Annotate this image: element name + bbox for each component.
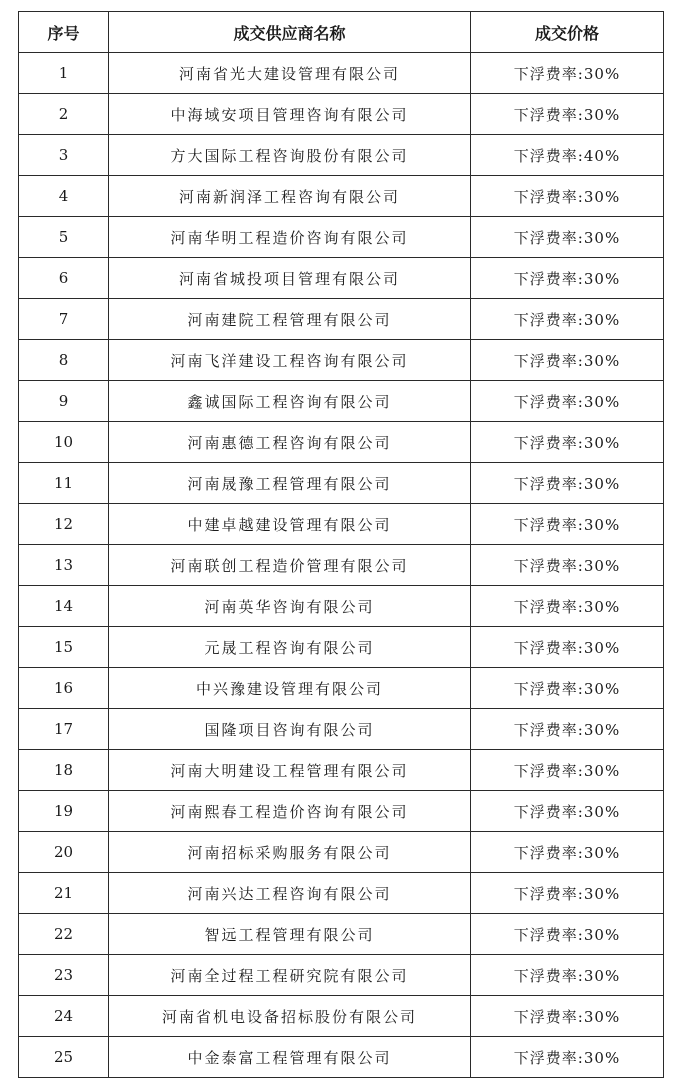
supplier-name-cell: 河南华明工程造价咨询有限公司: [109, 217, 471, 258]
supplier-name-cell: 河南惠德工程咨询有限公司: [109, 422, 471, 463]
supplier-name-cell: 中金泰富工程管理有限公司: [109, 1037, 471, 1078]
row-index-cell: 15: [19, 627, 109, 668]
supplier-name-cell: 河南熙春工程造价咨询有限公司: [109, 791, 471, 832]
supplier-name-cell: 河南新润泽工程咨询有限公司: [109, 176, 471, 217]
price-cell: 下浮费率:30%: [471, 627, 664, 668]
price-cell: 下浮费率:30%: [471, 463, 664, 504]
supplier-name-cell: 河南省机电设备招标股份有限公司: [109, 996, 471, 1037]
supplier-name-cell: 河南省光大建设管理有限公司: [109, 53, 471, 94]
row-index-cell: 10: [19, 422, 109, 463]
row-index-cell: 13: [19, 545, 109, 586]
price-cell: 下浮费率:30%: [471, 955, 664, 996]
supplier-name-cell: 河南建院工程管理有限公司: [109, 299, 471, 340]
supplier-name-cell: 河南大明建设工程管理有限公司: [109, 750, 471, 791]
supplier-name-cell: 河南联创工程造价管理有限公司: [109, 545, 471, 586]
supplier-name-cell: 河南晟豫工程管理有限公司: [109, 463, 471, 504]
price-cell: 下浮费率:30%: [471, 709, 664, 750]
price-cell: 下浮费率:30%: [471, 586, 664, 627]
supplier-name-cell: 河南英华咨询有限公司: [109, 586, 471, 627]
row-index-cell: 4: [19, 176, 109, 217]
price-cell: 下浮费率:30%: [471, 176, 664, 217]
price-cell: 下浮费率:30%: [471, 545, 664, 586]
header-price: 成交价格: [471, 12, 664, 53]
supplier-name-cell: 河南全过程工程研究院有限公司: [109, 955, 471, 996]
row-index-cell: 1: [19, 53, 109, 94]
supplier-name-cell: 河南飞洋建设工程咨询有限公司: [109, 340, 471, 381]
supplier-name-cell: 元晟工程咨询有限公司: [109, 627, 471, 668]
supplier-name-cell: 中兴豫建设管理有限公司: [109, 668, 471, 709]
header-index: 序号: [19, 12, 109, 53]
price-cell: 下浮费率:40%: [471, 135, 664, 176]
table-body: [19, 53, 664, 1078]
price-cell: 下浮费率:30%: [471, 422, 664, 463]
row-index-cell: 23: [19, 955, 109, 996]
row-index-cell: 21: [19, 873, 109, 914]
supplier-name-cell: 国隆项目咨询有限公司: [109, 709, 471, 750]
table-row: [19, 914, 664, 955]
row-index-cell: 9: [19, 381, 109, 422]
table-row: [19, 217, 664, 258]
table-row: [19, 873, 664, 914]
price-cell: 下浮费率:30%: [471, 832, 664, 873]
table-row: [19, 791, 664, 832]
row-index-cell: 20: [19, 832, 109, 873]
supplier-name-cell: 中建卓越建设管理有限公司: [109, 504, 471, 545]
price-cell: 下浮费率:30%: [471, 340, 664, 381]
table-row: [19, 955, 664, 996]
table-row: [19, 709, 664, 750]
supplier-name-cell: 鑫诚国际工程咨询有限公司: [109, 381, 471, 422]
table-row: [19, 94, 664, 135]
table-row: [19, 832, 664, 873]
table-row: [19, 545, 664, 586]
row-index-cell: 14: [19, 586, 109, 627]
price-cell: 下浮费率:30%: [471, 750, 664, 791]
price-cell: 下浮费率:30%: [471, 217, 664, 258]
table-row: [19, 135, 664, 176]
price-cell: 下浮费率:30%: [471, 299, 664, 340]
table-row: [19, 996, 664, 1037]
row-index-cell: 18: [19, 750, 109, 791]
supplier-name-cell: 河南省城投项目管理有限公司: [109, 258, 471, 299]
table-row: [19, 1037, 664, 1078]
row-index-cell: 5: [19, 217, 109, 258]
row-index-cell: 19: [19, 791, 109, 832]
row-index-cell: 22: [19, 914, 109, 955]
row-index-cell: 6: [19, 258, 109, 299]
table-row: [19, 299, 664, 340]
row-index-cell: 2: [19, 94, 109, 135]
supplier-name-cell: 方大国际工程咨询股份有限公司: [109, 135, 471, 176]
row-index-cell: 7: [19, 299, 109, 340]
price-cell: 下浮费率:30%: [471, 996, 664, 1037]
price-cell: 下浮费率:30%: [471, 381, 664, 422]
supplier-name-cell: 中海域安项目管理咨询有限公司: [109, 94, 471, 135]
row-index-cell: 8: [19, 340, 109, 381]
table-row: [19, 381, 664, 422]
price-cell: 下浮费率:30%: [471, 914, 664, 955]
table-row: [19, 627, 664, 668]
price-cell: 下浮费率:30%: [471, 504, 664, 545]
price-cell: 下浮费率:30%: [471, 53, 664, 94]
price-cell: 下浮费率:30%: [471, 873, 664, 914]
table-header-row: [19, 12, 664, 53]
table-row: [19, 668, 664, 709]
table-row: [19, 176, 664, 217]
price-cell: 下浮费率:30%: [471, 258, 664, 299]
row-index-cell: 17: [19, 709, 109, 750]
row-index-cell: 25: [19, 1037, 109, 1078]
table-row: [19, 422, 664, 463]
row-index-cell: 16: [19, 668, 109, 709]
row-index-cell: 3: [19, 135, 109, 176]
row-index-cell: 12: [19, 504, 109, 545]
table-row: [19, 258, 664, 299]
price-cell: 下浮费率:30%: [471, 94, 664, 135]
row-index-cell: 11: [19, 463, 109, 504]
table-row: [19, 586, 664, 627]
table-row: [19, 53, 664, 94]
row-index-cell: 24: [19, 996, 109, 1037]
supplier-table: [18, 11, 664, 1078]
table-row: [19, 750, 664, 791]
supplier-name-cell: 河南招标采购服务有限公司: [109, 832, 471, 873]
supplier-table-container: [18, 11, 664, 1078]
supplier-name-cell: 智远工程管理有限公司: [109, 914, 471, 955]
table-row: [19, 340, 664, 381]
price-cell: 下浮费率:30%: [471, 791, 664, 832]
table-row: [19, 463, 664, 504]
price-cell: 下浮费率:30%: [471, 1037, 664, 1078]
table-row: [19, 504, 664, 545]
supplier-name-cell: 河南兴达工程咨询有限公司: [109, 873, 471, 914]
header-supplier-name: 成交供应商名称: [109, 12, 471, 53]
price-cell: 下浮费率:30%: [471, 668, 664, 709]
